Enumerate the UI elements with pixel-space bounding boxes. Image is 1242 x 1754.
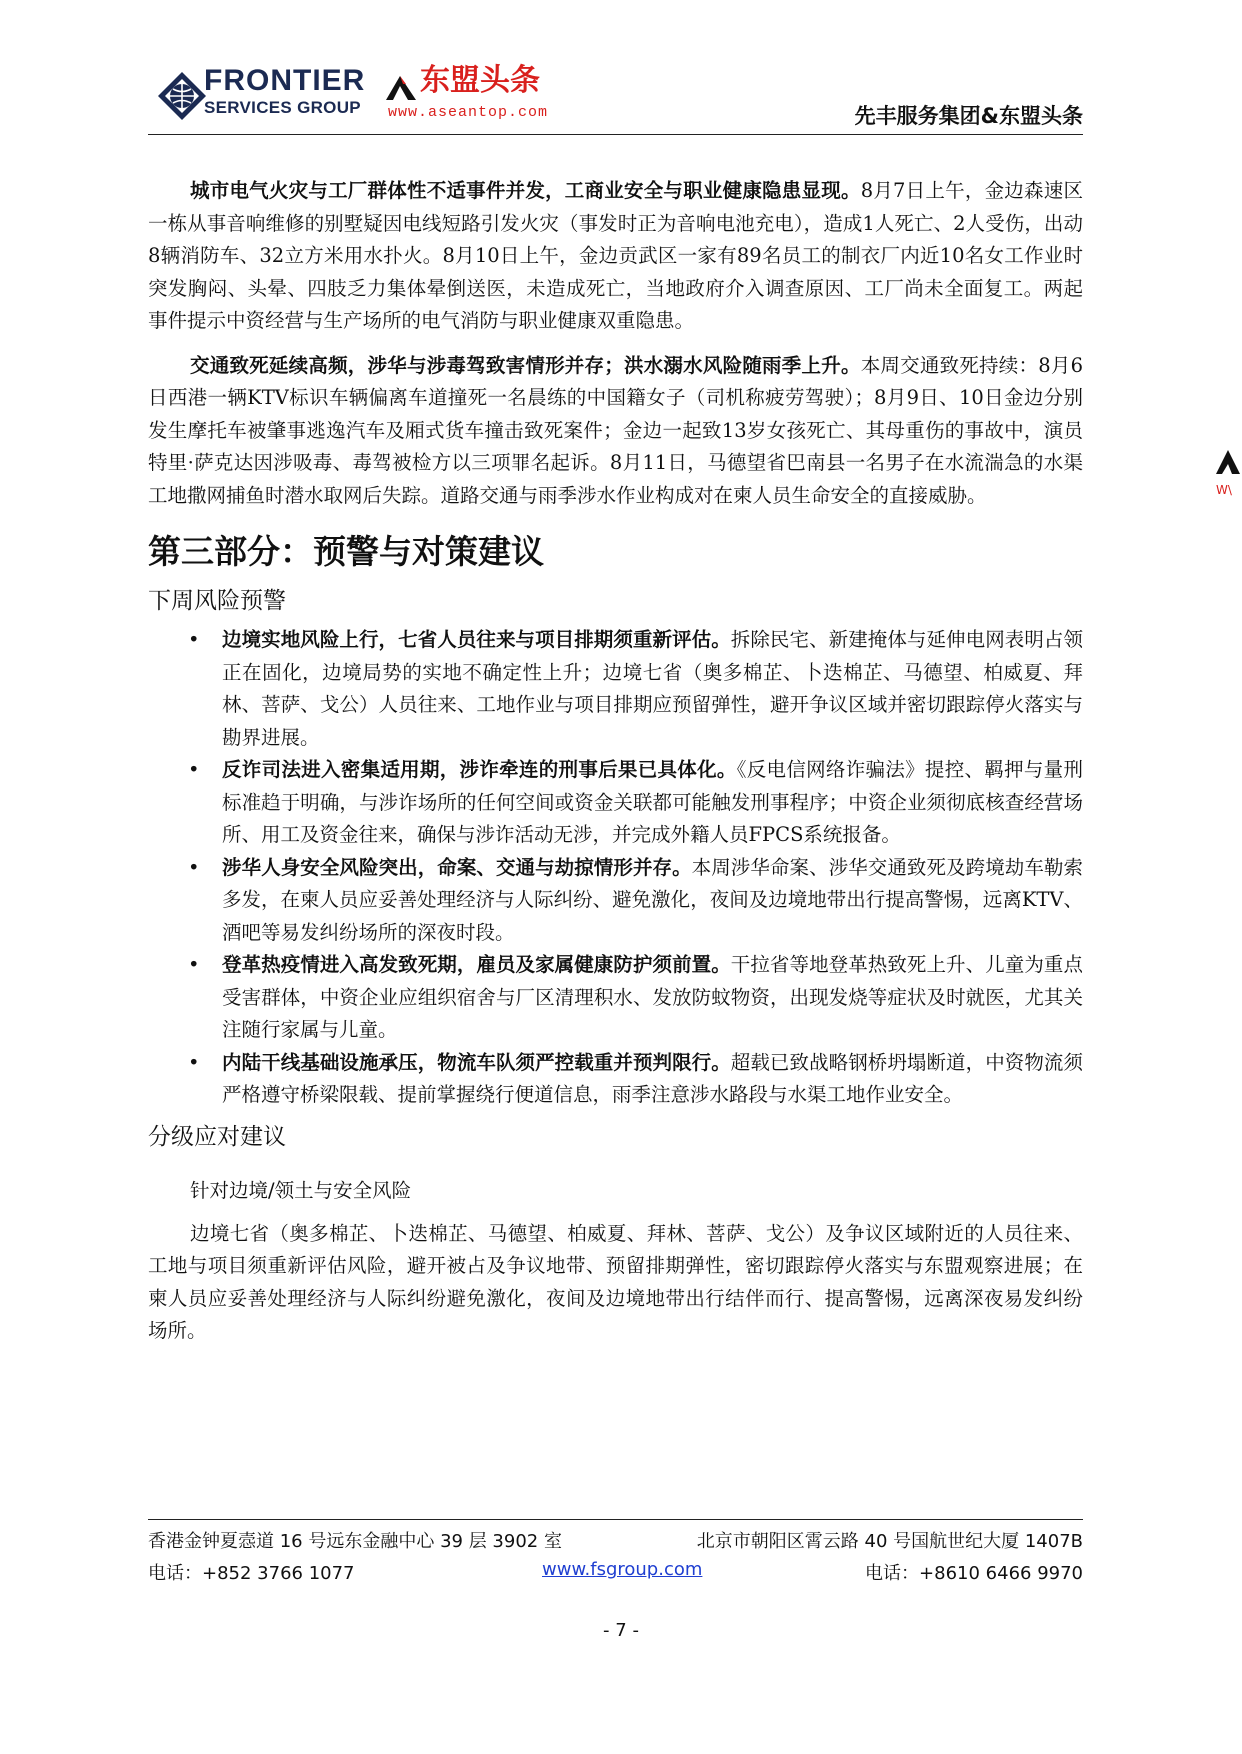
list-item-lead: 涉华人身安全风险突出，命案、交通与劫掠情形并存。 — [222, 855, 692, 879]
list-item-lead: 内陆干线基础设施承压，物流车队须严控载重并预判限行。 — [222, 1050, 731, 1074]
footer-address-hk: 香港金钟夏悫道 16 号远东金融中心 39 层 3902 室 — [148, 1531, 562, 1552]
bullet-icon: • — [188, 1050, 200, 1074]
list-item-body: 《反电信网络诈骗法》提控、羁押与量刑标准趋于明确，与涉诈场所的任何空间或资金关联都可能触发刑事程序；中资企业须彻底核查经营场所、用工及资金往来，确保与涉诈活动无涉，并完成外籍人员FPCS系统报备。 — [222, 758, 1083, 846]
subheading-response: 分级应对建议 — [148, 1123, 286, 1150]
list-item — [148, 949, 1083, 1047]
list-item — [148, 624, 1083, 754]
frontier-globe-logo-icon — [156, 70, 208, 122]
list-item-body: 超载已致战略钢桥坍塌断道，中资物流须严格遵守桥梁限载、提前掌握绕行便道信息，雨季注意涉水路段与水渠工地作业安全。 — [222, 1050, 1083, 1106]
footer-divider — [148, 1519, 1083, 1520]
edge-mark-text: W\ — [1216, 483, 1232, 497]
footer-address-bj: 北京市朝阳区霄云路 40 号国航世纪大厦 1407B — [696, 1531, 1083, 1552]
section-heading-part-three: 第三部分：预警与对策建议 — [148, 532, 544, 571]
paragraph-lead: 城市电气火灾与工厂群体性不适事件并发，工商业安全与职业健康隐患显现。 — [190, 179, 861, 202]
subheading-risk-warning: 下周风险预警 — [148, 588, 286, 614]
footer-website-link[interactable]: www.fsgroup.com — [542, 1559, 703, 1580]
paragraph-fire-incidents — [148, 175, 1083, 338]
paragraph-border-advice: 边境七省（奥多棉芷、卜迭棉芷、马德望、柏威夏、拜林、菩萨、戈公）及争议区域附近的人员往来、工地与项目须重新评估风险，避开被占及争议地带、预留排期弹性，密切跟踪停火落实与东盟观察进展；在柬人员应妥善处理经济与人际纠纷避免激化，夜间及边境地带出行结伴而行、提高警惕，远离深夜易发纠纷场所。 — [148, 1221, 1083, 1342]
paragraph-body: 本周交通致死持续：8月6日西港一辆KTV标识车辆偏离车道撞死一名晨练的中国籍女子（司机称疲劳驾驶）；8月9日、10日金边分别发生摩托车被肇事逃逸汽车及厢式货车撞击致死案件；金边一起致13岁女孩死亡、其母重伤的事故中，演员特里·萨克达因涉吸毒、毒驾被检方以三项罪名起诉。8月11日，马德望省巴南县一名男子在水流湍急的水渠工地撒网捕鱼时潜水取网后失踪。道路交通与雨季涉水作业构成对在柬人员生命安全的直接威胁。 — [148, 353, 1083, 507]
footer-phone-bj: 电话：+8610 6466 9970 — [865, 1563, 1083, 1584]
aseantop-logo-cn: 东盟头条 — [420, 63, 540, 98]
edge-mark-icon — [1214, 448, 1242, 500]
aseantop-mark-icon — [384, 72, 418, 102]
list-item — [148, 852, 1083, 950]
list-item-lead: 反诈司法进入密集适用期，涉诈牵连的刑事后果已具体化。 — [222, 758, 737, 781]
page-footer — [148, 1527, 1083, 1597]
paragraph-lead: 交通致死延续高频，涉华与涉毒驾致害情形并存；洪水溺水风险随雨季上升。 — [190, 353, 861, 377]
footer-phone-hk: 电话：+852 3766 1077 — [148, 1563, 355, 1584]
list-item-body: 本周涉华命案、涉华交通致死及跨境劫车勒索多发，在柬人员应妥善处理经济与人际纠纷、避免激化，夜间及边境地带出行提高警惕，远离KTV、酒吧等易发纠纷场所的深夜时段。 — [222, 855, 1083, 944]
list-item-lead: 边境实地风险上行，七省人员往来与项目排期须重新评估。 — [222, 628, 731, 651]
list-item-lead: 登革热疫情进入高发致死期，雇员及家属健康防护须前置。 — [222, 953, 731, 976]
paragraph-traffic-incidents — [148, 350, 1083, 513]
frontier-logo-line2: SERVICES GROUP — [204, 98, 361, 117]
page-header — [148, 62, 1083, 134]
frontier-logo-text — [204, 66, 365, 116]
list-item-body: 干拉省等地登革热致死上升、儿童为重点受害群体，中资企业应组织宿舍与厂区清理积水、发放防蚊物资，出现发烧等症状及时就医，尤其关注随行家属与儿童。 — [222, 953, 1083, 1041]
bullet-icon: • — [188, 758, 200, 781]
frontier-logo-line1: FRONTIER — [204, 64, 366, 97]
header-title: 先丰服务集团&东盟头条 — [854, 104, 1083, 128]
risk-warning-list — [148, 624, 1083, 1112]
aseantop-logo-url: www.aseantop.com — [388, 104, 549, 121]
header-divider — [148, 134, 1083, 135]
list-item-body: 拆除民宅、新建掩体与延伸电网表明占领正在固化，边境局势的实地不确定性上升；边境七省（奥多棉芷、卜迭棉芷、马德望、柏威夏、拜林、菩萨、戈公）人员往来、工地作业与项目排期应预留弹性，避开争议区域并密切跟踪停火落实与勘界进展。 — [222, 628, 1083, 749]
page-number: - 7 - — [603, 1620, 639, 1641]
bullet-icon: • — [188, 953, 200, 976]
subheading-border-risk: 针对边境/领土与安全风险 — [190, 1178, 412, 1202]
paragraph-body: 8月7日上午，金边森速区一栋从事音响维修的别墅疑因电线短路引发火灾（事发时正为音响电池充电），造成1人死亡、2人受伤，出动8辆消防车、32立方米用水扑火。8月10日上午，金边贡武区一家有89名员工的制衣厂内近10名女工作业时突发胸闷、头晕、四肢乏力集体晕倒送医，未造成死亡，当地政府介入调查原因、工厂尚未全面复工。两起事件提示中资经营与生产场所的电气消防与职业健康双重隐患。 — [148, 179, 1083, 332]
list-item — [148, 754, 1083, 852]
list-item — [148, 1047, 1083, 1112]
bullet-icon: • — [188, 855, 200, 879]
bullet-icon: • — [188, 628, 200, 651]
main-content — [148, 175, 1083, 1360]
